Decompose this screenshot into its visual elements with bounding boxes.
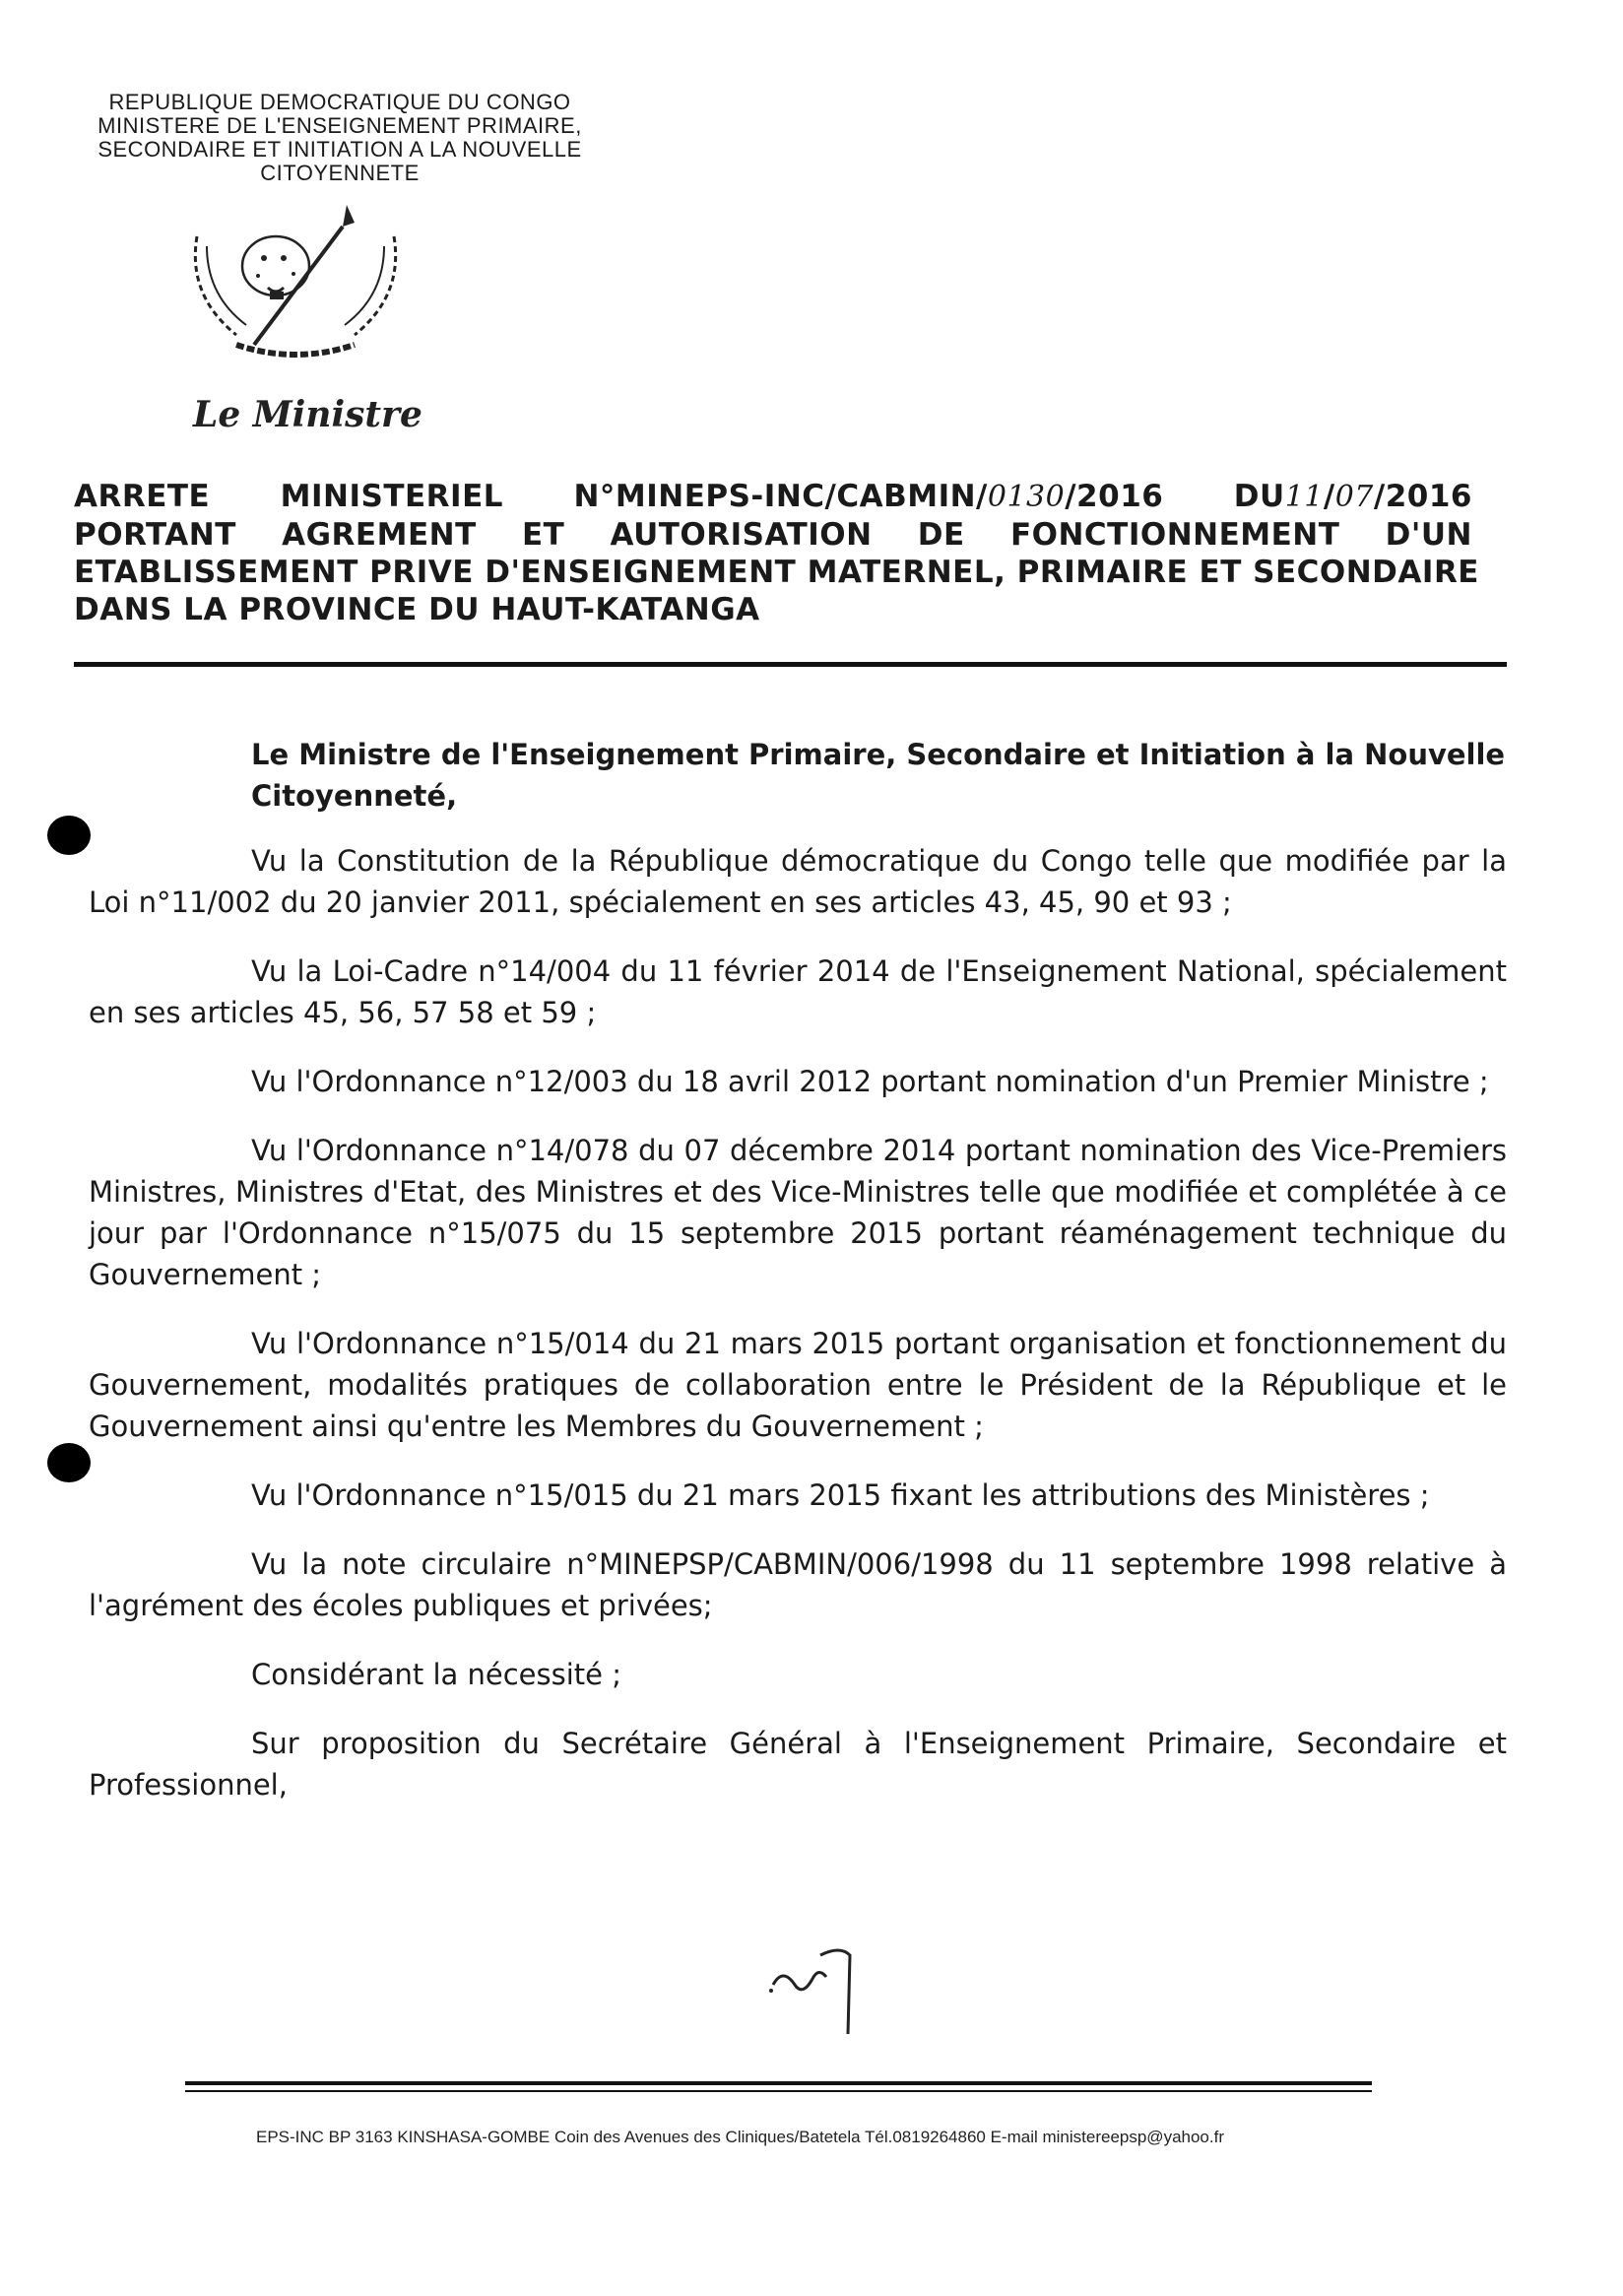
- paragraph: Sur proposition du Secrétaire Général à l'Enseignement Primaire, Secondaire et Professionnel,: [89, 1727, 1507, 1802]
- letterhead-line: CITOYENNETE: [260, 161, 420, 185]
- decree-title-line-3: ETABLISSEMENT PRIVE D'ENSEIGNEMENT MATERNEL, PRIMAIRE ET SECONDAIRE: [74, 555, 1479, 590]
- letterhead-line: MINISTERE DE L'ENSEIGNEMENT PRIMAIRE,: [97, 113, 582, 138]
- coat-of-arms-icon: [177, 197, 414, 374]
- decree-title: [74, 478, 1479, 628]
- paragraph: Vu l'Ordonnance n°15/015 du 21 mars 2015 fixant les attributions des Ministères ;: [251, 1478, 1430, 1512]
- footer-divider: [185, 2081, 1372, 2085]
- title-divider: [74, 662, 1507, 667]
- paragraph: Vu l'Ordonnance n°12/003 du 18 avril 2012 portant nomination d'un Premier Ministre ;: [251, 1065, 1489, 1098]
- paragraph: Vu la Loi-Cadre n°14/004 du 11 février 2014 de l'Enseignement National, spécialement en ses articles 45, 56, 57 58 et 59 ;: [89, 954, 1507, 1029]
- decree-title-line-1: [74, 478, 1472, 516]
- footer-divider-thin: [185, 2090, 1372, 2092]
- footer-contact: EPS-INC BP 3163 KINSHASA-GOMBE Coin des Avenues des Cliniques/Batetela Tél.0819264860 E-mail ministereepsp@yahoo.fr: [256, 2128, 1224, 2146]
- decree-date-separator: /: [1323, 479, 1335, 514]
- punch-hole-mark: [47, 1443, 91, 1482]
- paragraph: Vu la note circulaire n°MINEPSP/CABMIN/006/1998 du 11 septembre 1998 relative à l'agrément des écoles publiques et privées;: [89, 1547, 1507, 1622]
- decree-ref-mid: /2016 DU: [1065, 479, 1285, 514]
- preamble: Le Ministre de l'Enseignement Primaire, Secondaire et Initiation à la Nouvelle Citoyenneté,: [251, 738, 1506, 813]
- paragraph: Vu l'Ordonnance n°14/078 du 07 décembre 2014 portant nomination des Vice-Premiers Ministres, Ministres d'Etat, des Ministres et des Vice-Ministres telle que modifiée et complétée à ce jour par l'Ordonnance n°15/075 du 15 septembre 2015 portant réaménagement technique du Gouvernement ;: [89, 1134, 1507, 1291]
- document-body: [89, 734, 1507, 1833]
- letterhead-line: SECONDAIRE ET INITIATION A LA NOUVELLE: [97, 137, 582, 162]
- decree-year: /2016: [1373, 479, 1472, 514]
- decree-month: 07: [1334, 480, 1374, 514]
- paragraph: Considérant la nécessité ;: [251, 1658, 621, 1691]
- decree-title-line-4: DANS LA PROVINCE DU HAUT-KATANGA: [74, 592, 760, 627]
- signatory-title: Le Ministre: [193, 394, 422, 435]
- letterhead: [54, 91, 625, 185]
- decree-ref-prefix: ARRETE MINISTERIEL N°MINEPS-INC/CABMIN/: [74, 479, 988, 514]
- letterhead-line: REPUBLIQUE DEMOCRATIQUE DU CONGO: [108, 90, 571, 114]
- handwritten-initials-icon: [763, 1935, 872, 2044]
- paragraph: Vu la Constitution de la République démocratique du Congo telle que modifiée par la Loi n°11/002 du 20 janvier 2011, spécialement en ses articles 43, 45, 90 et 93 ;: [89, 844, 1507, 919]
- paragraph: Vu l'Ordonnance n°15/014 du 21 mars 2015 portant organisation et fonctionnement du Gouvernement, modalités pratiques de collaboration entre le Président de la République et le Gouvernement ainsi qu'entre les Membres du Gouvernement ;: [89, 1327, 1507, 1443]
- decree-day: 11: [1284, 480, 1324, 514]
- punch-hole-mark: [47, 816, 91, 855]
- decree-title-line-2: PORTANT AGREMENT ET AUTORISATION DE FONCTIONNEMENT D'UN: [74, 517, 1472, 553]
- decree-number: 0130: [987, 480, 1066, 514]
